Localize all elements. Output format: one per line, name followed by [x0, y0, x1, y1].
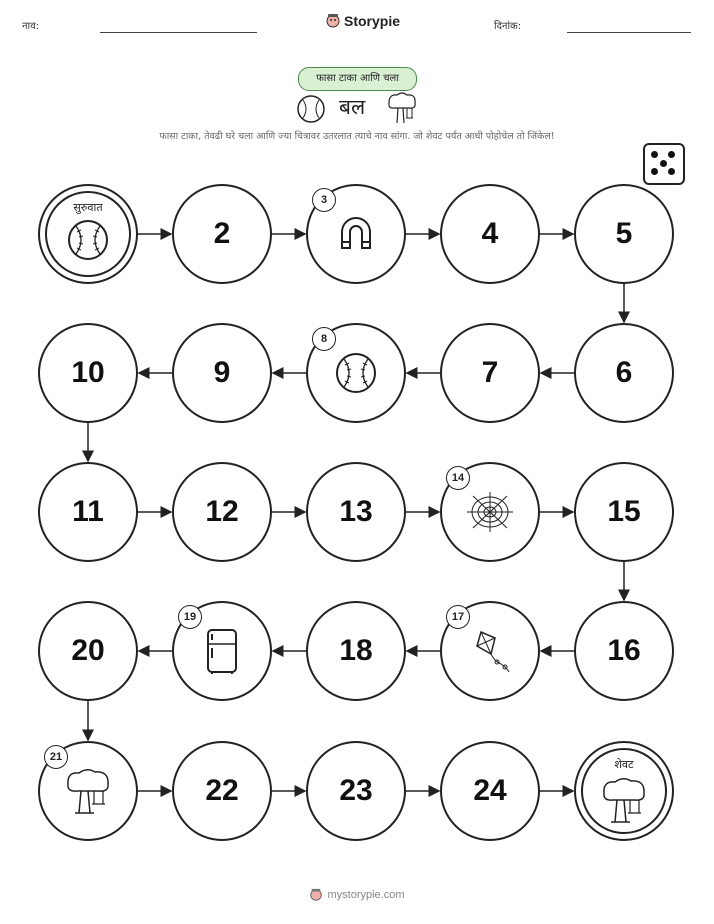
cell-number: 5 [615, 217, 633, 250]
cell-number-badge: 21 [44, 745, 68, 769]
tree-swing-icon [599, 775, 649, 825]
board-cell-18[interactable] [306, 601, 406, 701]
board-cell-9[interactable] [172, 323, 272, 423]
board-cell-20[interactable] [38, 601, 138, 701]
cell-number-badge: 3 [312, 188, 336, 212]
tree-swing-icon [63, 766, 113, 816]
board-cell-17[interactable] [440, 601, 540, 701]
cell-number-badge: 8 [312, 327, 336, 351]
board-cell-10[interactable] [38, 323, 138, 423]
board-cell-25[interactable] [574, 741, 674, 841]
board-cell-14[interactable] [440, 462, 540, 562]
date-label: दिनांक: [494, 21, 522, 32]
start-label: सुरुवात [73, 201, 103, 214]
board-cell-2[interactable] [172, 184, 272, 284]
baseball-icon [66, 218, 110, 262]
cell-number-badge: 19 [178, 605, 202, 629]
name-label: नाव: [22, 21, 40, 32]
board-cell-12[interactable] [172, 462, 272, 562]
board-cell-3[interactable] [306, 184, 406, 284]
board-cell-15[interactable] [574, 462, 674, 562]
cell-number: 4 [481, 217, 499, 250]
fridge-icon [202, 626, 242, 676]
cell-number: 13 [339, 495, 373, 528]
cell-number: 15 [607, 495, 641, 528]
board-cell-11[interactable] [38, 462, 138, 562]
cell-number-badge: 14 [446, 466, 470, 490]
end-label: शेवट [614, 758, 634, 771]
cell-number: 2 [213, 217, 231, 250]
cell-number: 24 [473, 774, 507, 807]
activity-title: फासा टाका आणि चला [298, 67, 417, 91]
board-cell-19[interactable] [172, 601, 272, 701]
footer-mascot-icon [309, 888, 323, 902]
cell-number-badge: 17 [446, 605, 470, 629]
cell-number: 23 [339, 774, 373, 807]
board-cell-16[interactable] [574, 601, 674, 701]
magnet-icon [334, 212, 378, 256]
board-cell-21[interactable] [38, 741, 138, 841]
board-cell-1[interactable] [38, 184, 138, 284]
footer [0, 888, 714, 902]
cell-number: 9 [213, 356, 231, 389]
cell-number: 22 [205, 774, 239, 807]
board-cell-6[interactable] [574, 323, 674, 423]
board-cell-5[interactable] [574, 184, 674, 284]
board-cell-7[interactable] [440, 323, 540, 423]
board-cell-23[interactable] [306, 741, 406, 841]
target-word: बल [339, 95, 366, 119]
cell-number: 20 [71, 634, 105, 667]
cell-number: 12 [205, 495, 239, 528]
footer-site[interactable]: mystorypie.com [327, 889, 405, 901]
board-cell-22[interactable] [172, 741, 272, 841]
board-cell-8[interactable] [306, 323, 406, 423]
baseball-icon [334, 351, 378, 395]
cell-number: 11 [72, 495, 104, 528]
cell-number: 18 [339, 634, 373, 667]
board-cell-24[interactable] [440, 741, 540, 841]
cell-number: 6 [615, 356, 633, 389]
cell-number: 16 [607, 634, 641, 667]
kite-icon [467, 628, 513, 674]
cell-number: 10 [71, 356, 105, 389]
instructions: फासा टाका, तेवढी घरे चला आणि ज्या चित्रावर उतरलात त्याचे नाव सांगा. जो शेवट पर्यंत आधी पोहोचेल तो जिंकेल! [159, 131, 555, 142]
board-cell-13[interactable] [306, 462, 406, 562]
brand-name: Storypie [344, 13, 401, 29]
board-cell-4[interactable] [440, 184, 540, 284]
cell-number: 7 [481, 356, 499, 389]
spider-web-icon [463, 490, 517, 534]
